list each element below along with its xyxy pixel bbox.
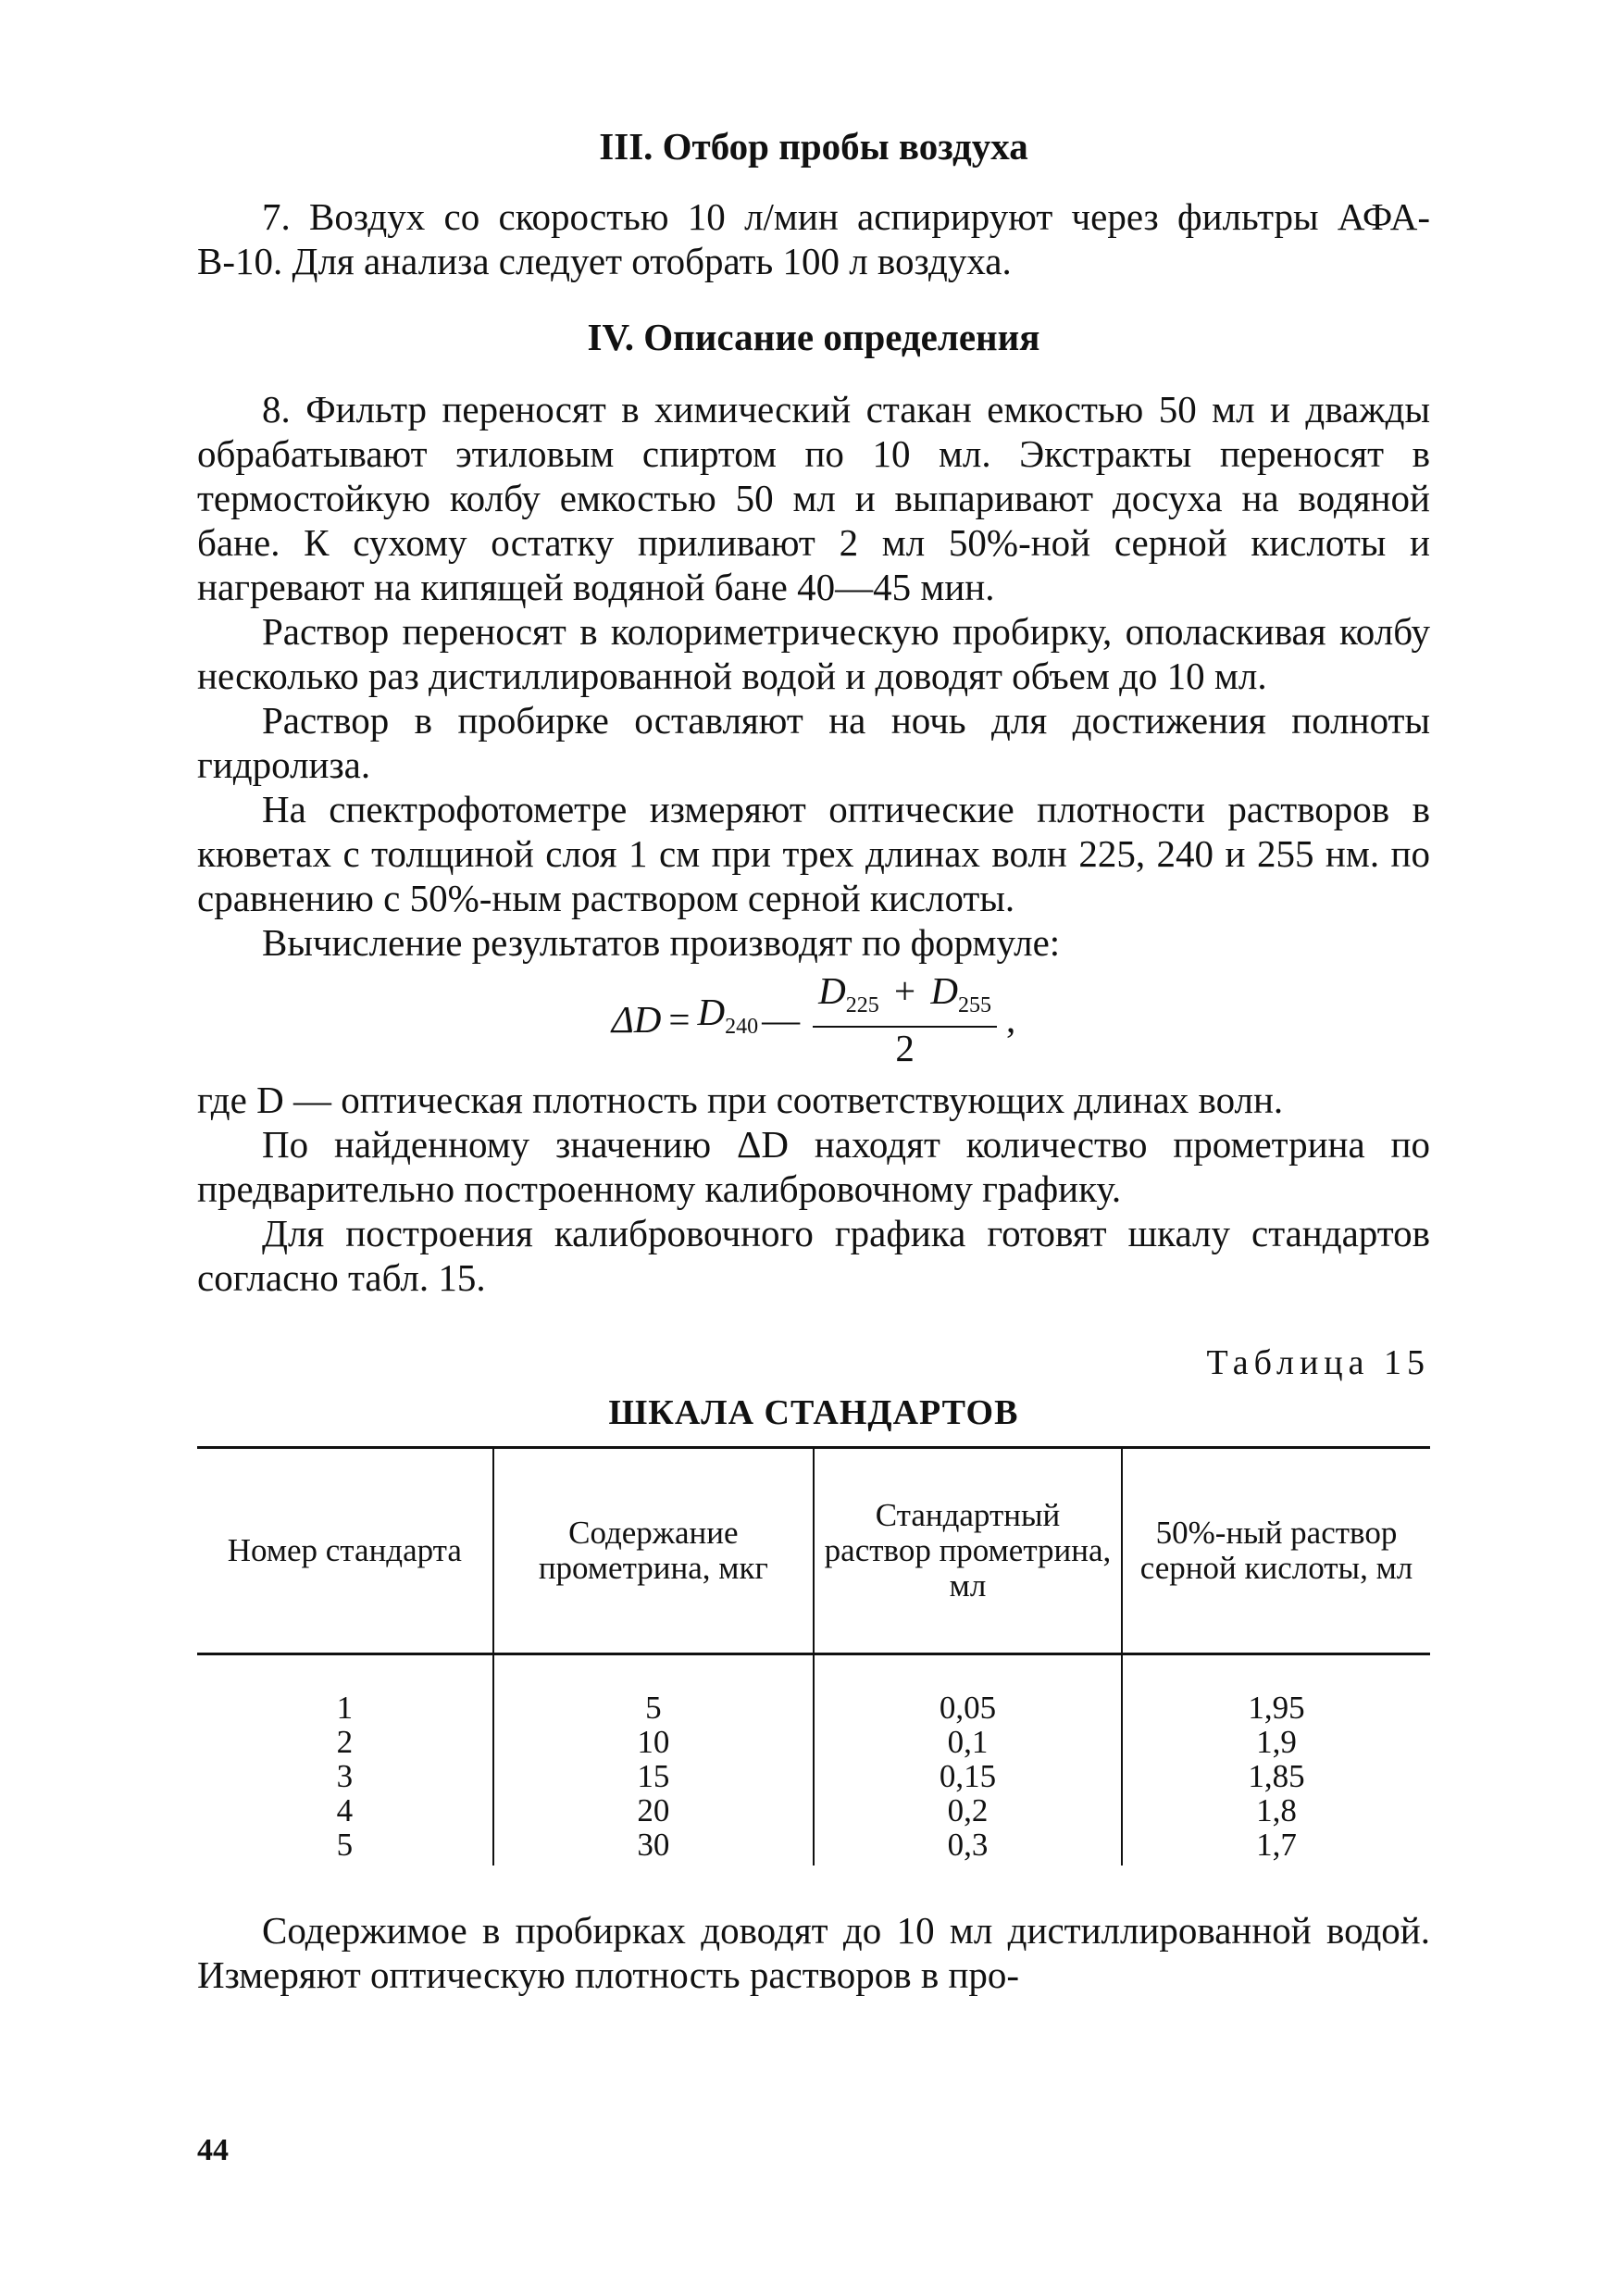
cell-number: 3 bbox=[336, 1758, 354, 1794]
standards-table bbox=[197, 1446, 1430, 1866]
formula-comma: , bbox=[1006, 998, 1016, 1041]
cell-content: 15 bbox=[493, 1759, 814, 1793]
table-caption: Таблица 15 bbox=[1206, 1343, 1430, 1382]
paragraph-13: где D — оптическая плотность при соответствующих длинах волн. bbox=[197, 1079, 1284, 1121]
formula-numerator: $D_{225} + D_{255}$ bbox=[813, 970, 997, 1028]
header-standard-number: Номер стандарта bbox=[197, 1448, 493, 1654]
table-row bbox=[197, 1828, 1430, 1866]
cell-number: 5 bbox=[336, 1827, 354, 1863]
page-content bbox=[197, 111, 1430, 1997]
paragraph-16: Содержимое в пробирках доводят до 10 мл дистиллированной водой. Измеряют оптическую плотность растворов в про- bbox=[197, 1909, 1430, 1996]
paragraph-10: Раствор в пробирке оставляют на ночь для достижения полноты гидролиза. bbox=[197, 699, 1430, 786]
cell-content: 5 bbox=[493, 1654, 814, 1726]
table-row bbox=[197, 1654, 1430, 1726]
cell-acid: 1,8 bbox=[1122, 1793, 1430, 1828]
table-row bbox=[197, 1793, 1430, 1828]
cell-content: 10 bbox=[493, 1725, 814, 1759]
cell-acid: 1,7 bbox=[1122, 1828, 1430, 1866]
page-number: 44 bbox=[197, 2133, 229, 2167]
cell-number: 4 bbox=[336, 1792, 354, 1828]
paragraph-14: По найденному значению ΔD находят количество прометрина по предварительно построенному калибровочному графику. bbox=[197, 1123, 1430, 1210]
cell-number: 2 bbox=[336, 1724, 354, 1760]
cell-standard: 0,2 bbox=[814, 1793, 1122, 1828]
paragraph-7: 7. Воздух со скоростью 10 л/мин аспирируют через фильтры АФА-В-10. Для анализа следует отобрать 100 л воздуха. bbox=[197, 195, 1430, 282]
header-prometryn-content: Содержание прометрина, мкг bbox=[493, 1448, 814, 1654]
table-title: ШКАЛА СТАНДАРТОВ bbox=[608, 1393, 1019, 1432]
cell-content: 20 bbox=[493, 1793, 814, 1828]
cell-acid: 1,9 bbox=[1122, 1725, 1430, 1759]
formula-lhs: ΔD bbox=[611, 998, 662, 1041]
cell-standard: 0,05 bbox=[814, 1654, 1122, 1726]
formula-equals: = bbox=[668, 998, 691, 1041]
formula-d240: $D_{240}$ bbox=[697, 990, 759, 1040]
cell-number: 1 bbox=[336, 1690, 354, 1726]
paragraph-15: Для построения калибровочного графика готовят шкалу стандартов согласно табл. 15. bbox=[197, 1212, 1430, 1299]
formula-minus: — bbox=[762, 998, 801, 1041]
section-heading-air-sampling: III. Отбор пробы воздуха bbox=[599, 125, 1028, 168]
cell-acid: 1,95 bbox=[1122, 1654, 1430, 1726]
paragraph-9: Раствор переносят в колориметрическую пробирку, ополаскивая колбу несколько раз дистиллированной водой и доводят объем до 10 мл. bbox=[197, 610, 1430, 697]
table-row bbox=[197, 1725, 1430, 1759]
cell-content: 30 bbox=[493, 1828, 814, 1866]
cell-standard: 0,1 bbox=[814, 1725, 1122, 1759]
section-heading-determination: IV. Описание определения bbox=[587, 316, 1040, 358]
table-row bbox=[197, 1759, 1430, 1793]
cell-standard: 0,3 bbox=[814, 1828, 1122, 1866]
cell-acid: 1,85 bbox=[1122, 1759, 1430, 1793]
paragraph-12: Вычисление результатов производят по формуле: bbox=[262, 921, 1061, 964]
paragraph-11: На спектрофотометре измеряют оптические плотности растворов в кюветах с толщиной слоя 1 см при трех длинах волн 225, 240 и 255 нм. по сравнению с 50%-ным раствором серной кислоты. bbox=[197, 788, 1430, 919]
header-sulfuric-acid: 50%-ный раствор серной кислоты, мл bbox=[1122, 1448, 1430, 1654]
paragraph-8: 8. Фильтр переносят в химический стакан емкостью 50 мл и дважды обрабатывают этиловым спиртом по 10 мл. Экстракты переносят в термостойкую колбу емкостью 50 мл и выпаривают досуха на водяной бане. К сухому остатку приливают 2 мл 50%-ной серной кислоты и нагревают на кипящей водяной бане 40—45 мин. bbox=[197, 388, 1430, 608]
delta-d-formula bbox=[197, 968, 1430, 1070]
cell-standard: 0,15 bbox=[814, 1759, 1122, 1793]
header-standard-solution: Стандартный раствор прометрина, мл bbox=[814, 1448, 1122, 1654]
table-header-row bbox=[197, 1448, 1430, 1654]
formula-denominator: 2 bbox=[895, 1027, 915, 1070]
formula-fraction bbox=[813, 970, 997, 1068]
